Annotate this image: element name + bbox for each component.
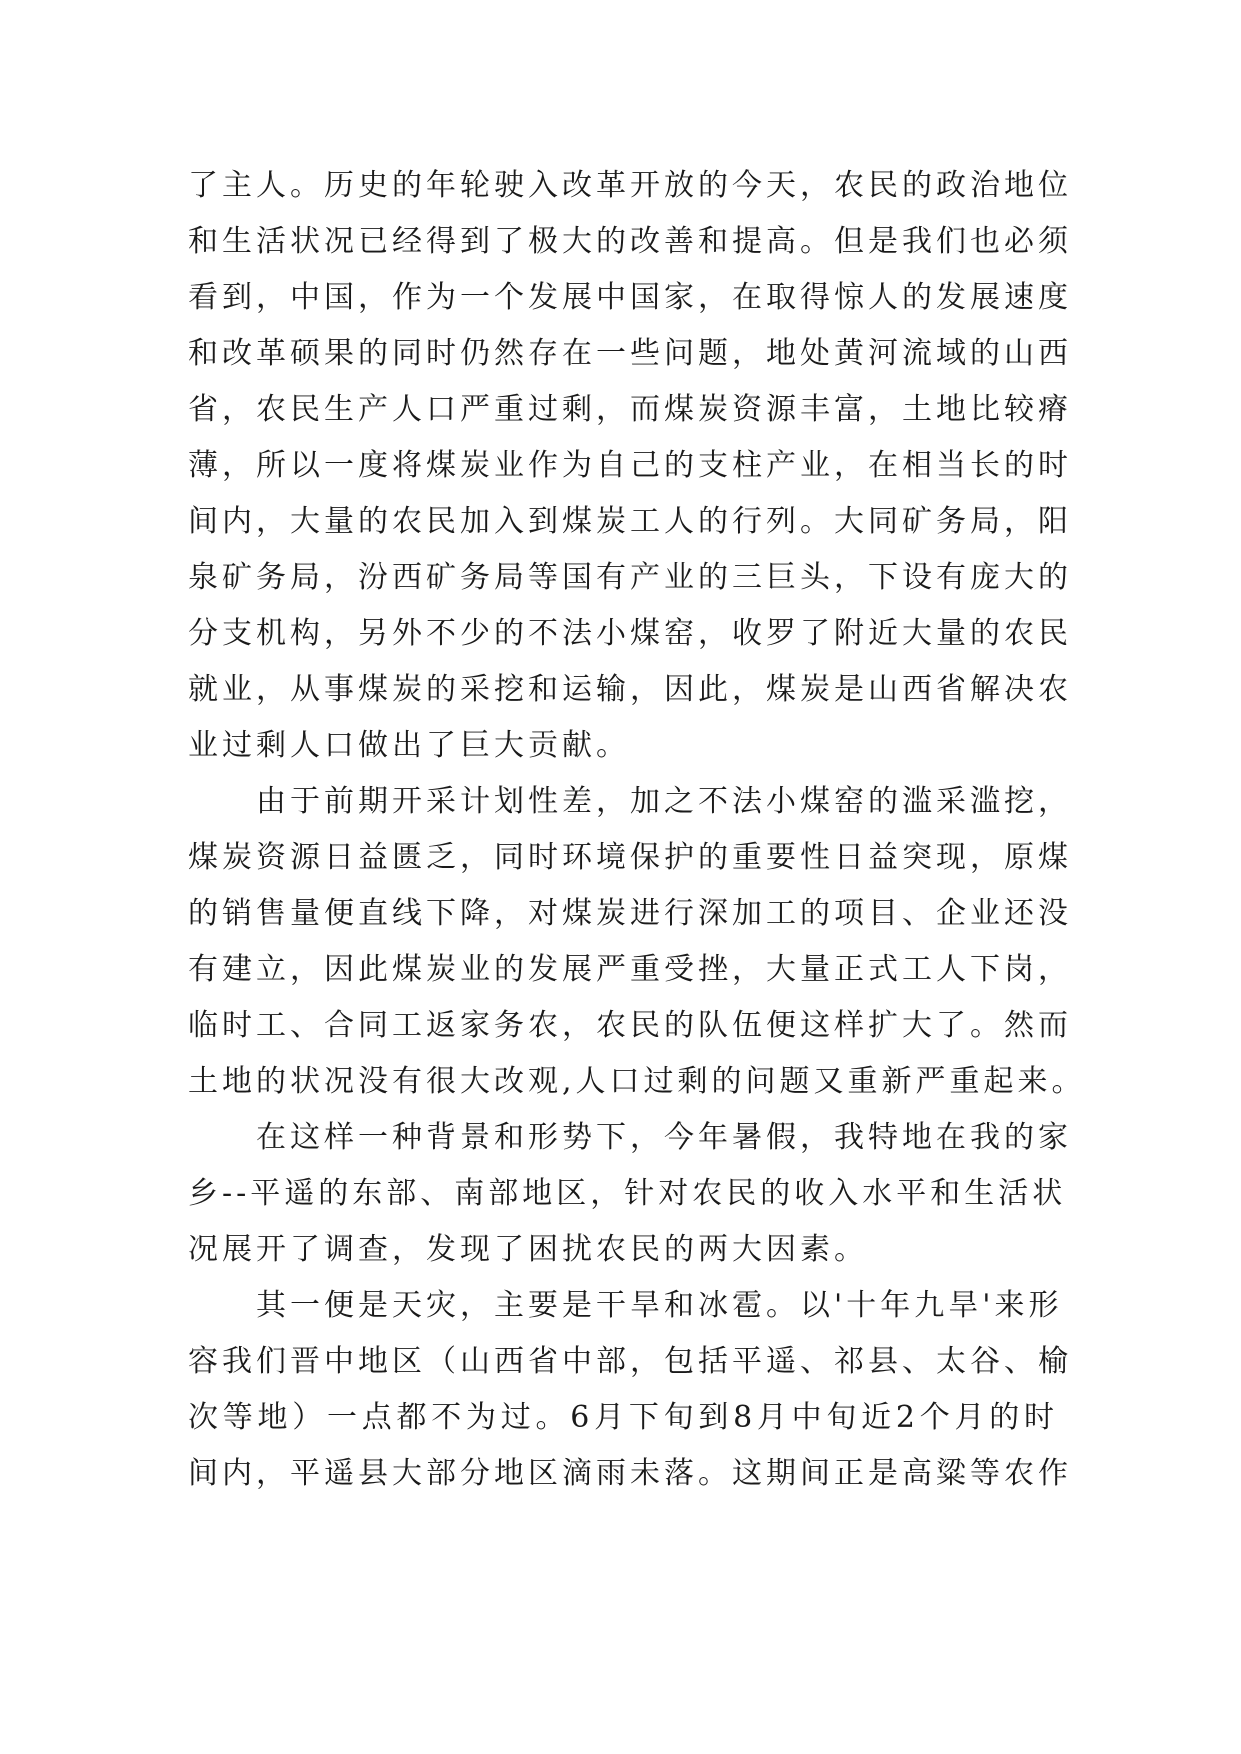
text-line: 了主人。历史的年轮驶入改革开放的今天，农民的政治地位 [188,168,1072,203]
paragraph-4 [188,1278,1072,1502]
text-line: 和改革硕果的同时仍然存在一些问题，地处黄河流域的山西 [188,336,1072,371]
text-line: 容我们晋中地区（山西省中部，包括平遥、祁县、太谷、榆 [188,1344,1072,1379]
text-line: 其一便是天灾，主要是干旱和冰雹。以'十年九旱'来形 [256,1288,1063,1323]
text-line: 间内，平遥县大部分地区滴雨未落。这期间正是高粱等农作 [188,1456,1072,1491]
paragraph-3 [188,1110,1072,1278]
text-line: 由于前期开采计划性差，加之不法小煤窑的滥采滥挖， [256,784,1072,819]
text-line: 临时工、合同工返家务农，农民的队伍便这样扩大了。然而 [188,1008,1072,1043]
text-line: 泉矿务局，汾西矿务局等国有产业的三巨头，下设有庞大的 [188,560,1072,595]
text-line: 省，农民生产人口严重过剩，而煤炭资源丰富，土地比较瘠 [188,392,1072,427]
text-line: 薄，所以一度将煤炭业作为自己的支柱产业，在相当长的时 [188,448,1072,483]
paragraph-2 [188,774,1086,1110]
paragraph-1 [188,158,1072,774]
text-line: 煤炭资源日益匮乏，同时环境保护的重要性日益突现，原煤 [188,840,1072,875]
text-line: 和生活状况已经得到了极大的改善和提高。但是我们也必须 [188,224,1072,259]
text-line: 有建立，因此煤炭业的发展严重受挫，大量正式工人下岗， [188,952,1072,987]
text-line: 业过剩人口做出了巨大贡献。 [188,728,630,763]
text-line: 就业，从事煤炭的采挖和运输，因此，煤炭是山西省解决农 [188,672,1072,707]
text-line: 看到，中国，作为一个发展中国家，在取得惊人的发展速度 [188,280,1072,315]
text-line: 的销售量便直线下降，对煤炭进行深加工的项目、企业还没 [188,896,1072,931]
text-line: 间内，大量的农民加入到煤炭工人的行列。大同矿务局，阳 [188,504,1072,539]
text-line: 况展开了调查，发现了困扰农民的两大因素。 [188,1232,868,1267]
text-line: 在这样一种背景和形势下，今年暑假，我特地在我的家 [256,1120,1072,1155]
text-line: 土地的状况没有很大改观,人口过剩的问题又重新严重起来。 [188,1064,1086,1099]
text-line: 分支机构，另外不少的不法小煤窑，收罗了附近大量的农民 [188,616,1072,651]
text-line: 乡--平遥的东部、南部地区，针对农民的收入水平和生活状 [188,1176,1067,1211]
document-body [188,158,1086,1502]
text-line: 次等地）一点都不为过。6月下旬到8月中旬近2个月的时 [188,1400,1058,1435]
